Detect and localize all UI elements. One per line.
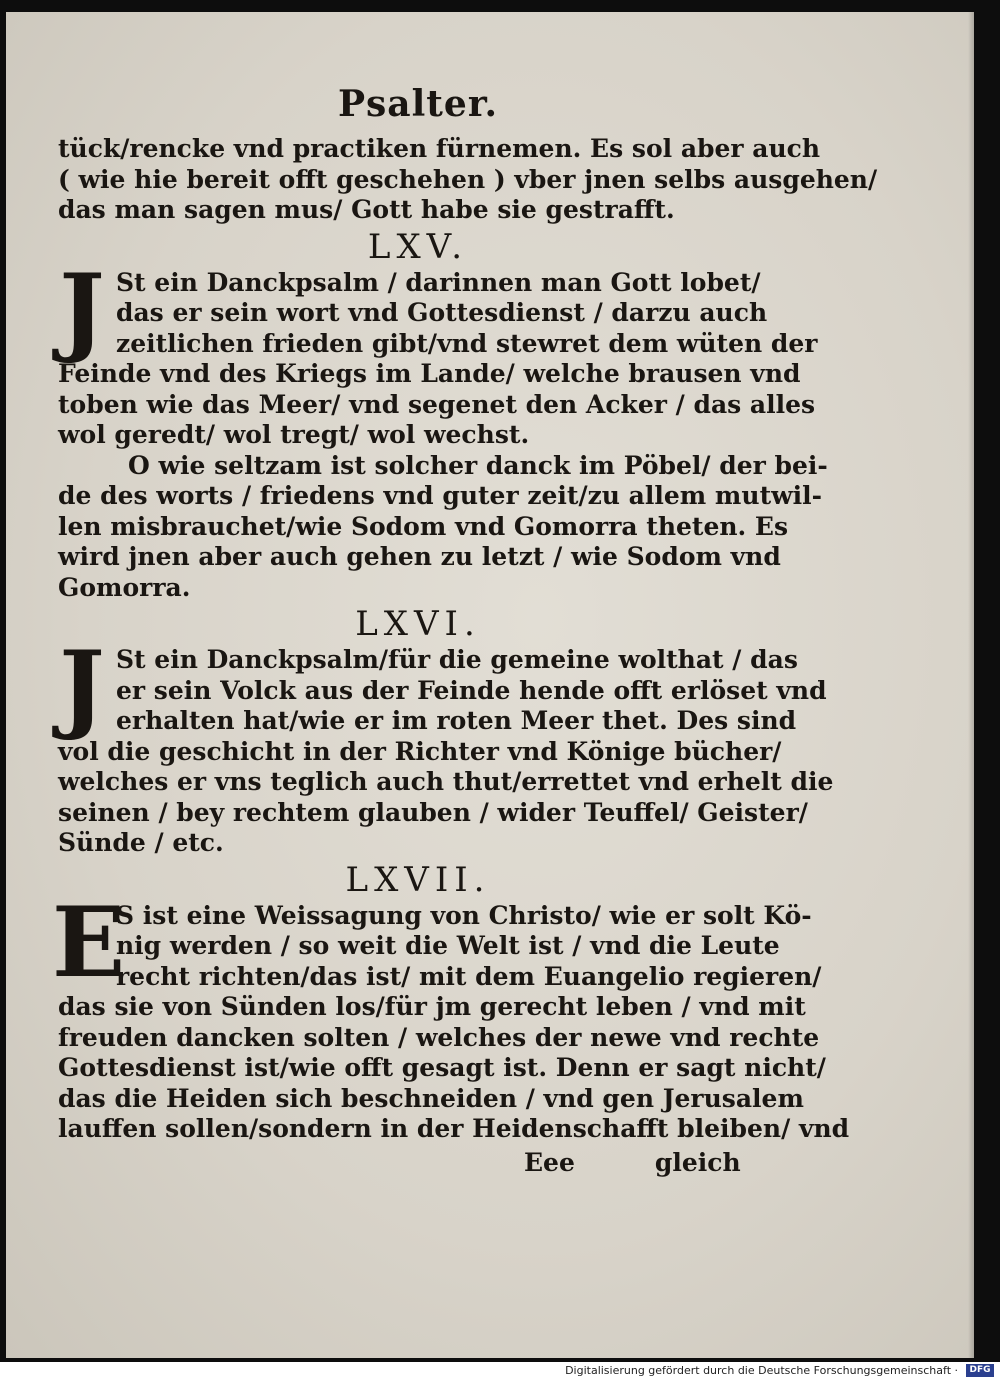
text-line: St ein Danckpsalm/für die gemeine wolthat / das [116, 645, 798, 674]
section-paragraph [58, 630, 834, 859]
dfg-logo-icon: DFG [966, 1364, 994, 1377]
text-line: wol geredt/ wol tregt/ wol wechst. [58, 420, 530, 449]
drop-cap-initial: J [59, 630, 105, 743]
section-number: LXV. [367, 226, 469, 267]
page-foot [58, 1147, 741, 1179]
text-line: freuden dancken solten / welches der newe vnd rechte [58, 1022, 820, 1052]
section-paragraph-2 [58, 450, 828, 604]
book-page [6, 12, 974, 1358]
text-line: lauffen sollen/sondern in der Heidenschafft bleiben/ vnd [58, 1114, 850, 1143]
text-line: seinen / bey rechtem glauben / wider Teuffel/ Geister/ [58, 797, 808, 827]
text-block [52, 82, 878, 1179]
text-line: Sünde / etc. [58, 828, 224, 857]
text-line: O wie seltzam ist solcher danck im Pöbel/ der bei- [128, 450, 828, 480]
text-line: vol die geschicht in der Richter vnd Könige bücher/ [58, 736, 782, 766]
text-line: Gottesdienst ist/wie offt gesagt ist. Denn er sagt nicht/ [58, 1053, 826, 1082]
text-line: das sie von Sünden los/für jm gerecht leben / vnd mit [58, 992, 806, 1021]
section-paragraph [52, 885, 850, 1145]
drop-cap-initial: J [59, 252, 105, 366]
section-number: LXVI. [355, 604, 481, 644]
text-line: len misbrauchet/wie Sodom vnd Gomorra theten. Es [58, 511, 789, 541]
text-line: Gomorra. [58, 572, 191, 602]
text-line: ( wie hie bereit offt geschehen ) vber jnen selbs ausgehen/ [58, 164, 878, 194]
text-line: erhalten hat/wie er im roten Meer thet. Des sind [116, 706, 797, 735]
text-line: wird jnen aber auch gehen zu letzt / wie Sodom vnd [58, 542, 781, 571]
text-line: das man sagen mus/ Gott habe sie gestrafft. [58, 195, 675, 224]
text-line: er sein Volck aus der Feinde hende offt erlöset vnd [116, 675, 827, 705]
text-line: das die Heiden sich beschneiden / vnd gen Jerusalem [58, 1083, 804, 1113]
text-line: de des worts / friedens vnd guter zeit/zu allem mutwil- [58, 481, 823, 510]
drop-cap-initial: E [52, 885, 126, 999]
text-line: nig werden / so weit die Welt ist / vnd die Leute [116, 931, 780, 960]
footer-credit: Digitalisierung gefördert durch die Deutsche Forschungsgemeinschaft · [565, 1364, 958, 1377]
text-line: das er sein wort vnd Gottesdienst / darzu auch [116, 298, 768, 327]
text-line: recht richten/das ist/ mit dem Euangelio regieren/ [116, 961, 822, 991]
text-line: Feinde vnd des Kriegs im Lande/ welche brausen vnd [58, 359, 801, 388]
section-paragraph [58, 252, 818, 451]
text-line: S ist eine Weissagung von Christo/ wie er solt Kö- [116, 900, 812, 930]
text-line: welches er vns teglich auch thut/errettet vnd erhelt die [58, 767, 834, 796]
text-line: toben wie das Meer/ vnd segenet den Acker / das alles [58, 389, 816, 419]
text-line: St ein Danckpsalm / darinnen man Gott lobet/ [116, 267, 761, 297]
running-head: Psalter. [337, 83, 499, 125]
intro-paragraph [58, 134, 878, 226]
page-edge-shadow [968, 12, 974, 1358]
section-number: LXVII. [345, 859, 491, 900]
signature-mark: Eee [524, 1147, 575, 1177]
text-line: tück/rencke vnd practiken fürnemen. Es sol aber auch [58, 134, 821, 163]
catchword: gleich [654, 1147, 741, 1177]
text-line: zeitlichen frieden gibt/vnd stewret dem wüten der [116, 328, 818, 358]
